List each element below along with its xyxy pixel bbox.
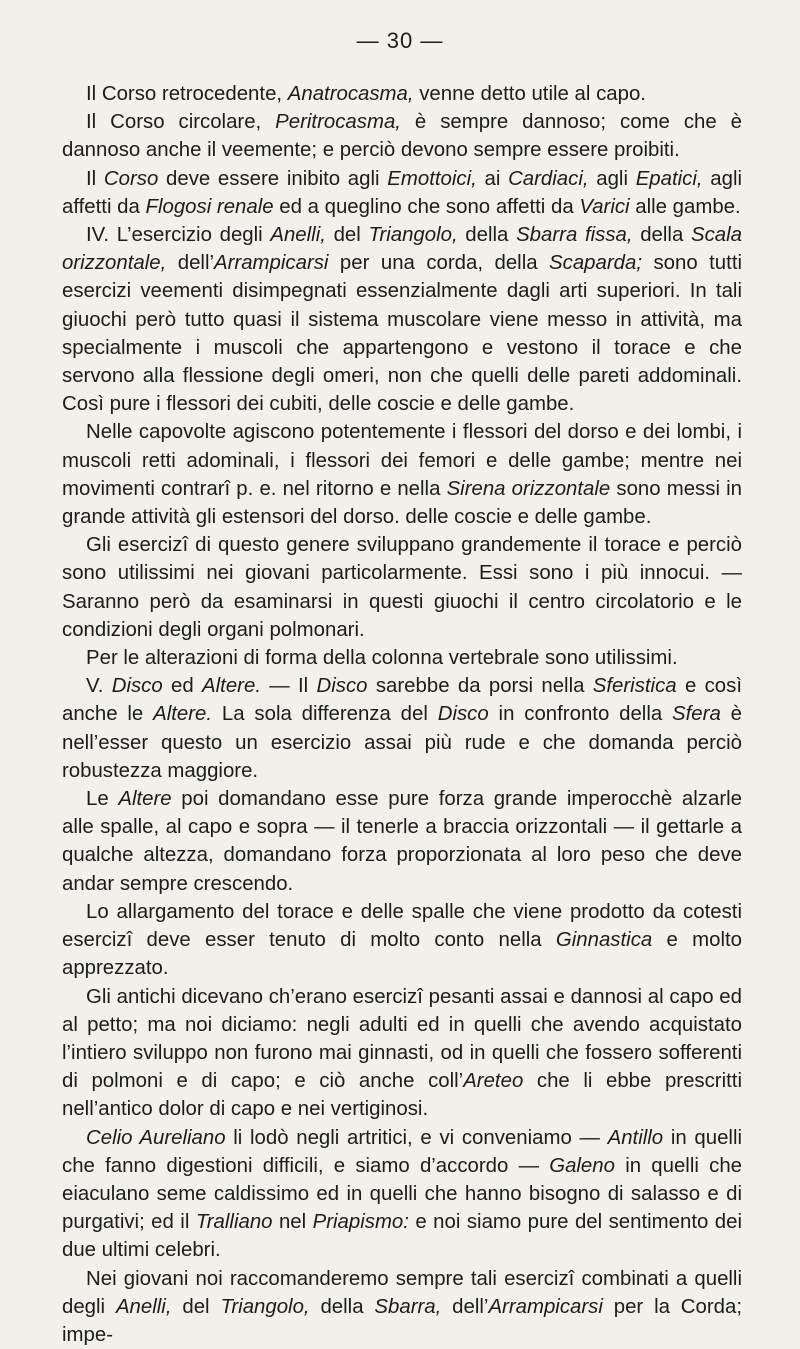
italic-term: Peritrocasma, — [275, 111, 401, 134]
text-run: deve essere inibito agli — [158, 167, 388, 190]
text-run: che li ebbe prescritti nell’antico dolor di capo e nei vertiginosi. — [62, 1070, 742, 1121]
italic-term: Galeno — [549, 1154, 615, 1177]
italic-term: Areteo — [463, 1070, 524, 1093]
text-run: Il Corso circolare, — [86, 111, 276, 134]
text-run: e noi siamo pure del sentimento dei due ultimi celebri. — [62, 1211, 742, 1262]
text-run: della — [309, 1295, 375, 1318]
italic-term: Corso — [103, 167, 159, 190]
italic-term: Tralliano — [195, 1211, 273, 1234]
text-run: in quelli che eiaculano seme caldissimo ed in quelli che hanno bisogno di salasso e di purgativi; ed il — [62, 1154, 742, 1234]
text-run: per una corda, della — [328, 252, 550, 275]
text-run: ai — [476, 167, 509, 190]
italic-term: Flogosi renale — [145, 195, 274, 218]
italic-term: Scala orizzontale, — [62, 224, 742, 275]
text-run: li lodò negli artritici, e vi conveniamo — — [225, 1126, 608, 1149]
text-run: — Il — [260, 675, 317, 698]
text-run: sono tutti esercizi veementi disimpegnati essenzialmente dagli arti superiori. In tali giuochi però tutto quasi il sistema muscolare viene messo in attività, ma specialmente i muscoli che appartengono e vestono il torace e che servono alla flessione degli omeri, non che quelli delle pareti addominali. Così pure i flessori dei cubiti, delle coscie e delle gambe. — [62, 252, 743, 416]
italic-term: Triangolo, — [220, 1295, 310, 1318]
text-run: agli affetti da — [62, 167, 743, 218]
text-run: in confronto della — [488, 703, 673, 726]
text-run: della — [457, 224, 517, 247]
paragraph — [62, 785, 742, 898]
italic-term: Anatrocasma, — [287, 83, 414, 105]
italic-term: Disco — [437, 703, 489, 726]
text-run: alle gambe. — [629, 195, 741, 218]
text-run: per la Corda; impe- — [62, 1295, 743, 1346]
text-run: ed — [162, 675, 203, 698]
italic-term: Celio Aureliano — [86, 1126, 226, 1149]
page-number: — 30 — — [356, 28, 444, 53]
italic-term: Arrampicarsi — [214, 252, 329, 275]
italic-term: Sferistica — [592, 675, 677, 698]
italic-term: Sbarra, — [374, 1295, 442, 1318]
text-run: del — [171, 1295, 221, 1318]
italic-term: Arrampicarsi — [488, 1295, 603, 1318]
italic-term: Altere. — [202, 675, 261, 698]
text-run: Per le alterazioni di forma della colonna vertebrale sono utilissimi. — [86, 647, 678, 670]
paragraph — [62, 108, 742, 164]
text-run: Le — [86, 788, 119, 811]
paragraph — [62, 165, 742, 221]
paragraph — [62, 672, 742, 785]
italic-term: Cardiaci, — [508, 167, 589, 190]
italic-term: Emottoici, — [387, 167, 477, 190]
text-run: e così anche le — [62, 675, 742, 726]
italic-term: Antillo — [607, 1126, 664, 1149]
italic-term: Triangolo, — [368, 224, 458, 247]
italic-term: Priapismo: — [312, 1211, 409, 1234]
text-run: Gli esercizî di questo genere sviluppano grandemente il torace e perciò sono utilissimi nei giovani particolarmente. Essi sono i più innocui. — Saranno però da esaminarsi in questi giuochi il centro circolatorio e le condizioni degli organi polmonari. — [62, 534, 742, 641]
paragraph — [62, 531, 742, 644]
paragraph — [62, 1124, 742, 1265]
text-run: agli — [588, 167, 636, 190]
page-body-text — [62, 80, 742, 1349]
paragraph — [62, 898, 742, 983]
italic-term: Ginnastica — [555, 929, 653, 952]
text-run: Il Corso retrocedente, — [86, 83, 288, 105]
italic-term: Sirena orizzontale — [446, 477, 611, 500]
italic-term: Sbarra fissa, — [516, 224, 633, 247]
italic-term: Disco — [111, 675, 163, 698]
text-run: poi domandano esse pure forza grande imperocchè alzarle alle spalle, al capo e sopra — il tenerle a braccia orizzontali — il gettarle a qualche altezza, domandano forza proporzionata al loro peso che deve andar sempre crescendo. — [62, 788, 742, 895]
text-run: La sola differenza del — [212, 703, 438, 726]
paragraph — [62, 1265, 742, 1349]
text-run: V. — [86, 675, 112, 698]
paragraph — [62, 644, 742, 672]
italic-term: Altere — [118, 788, 172, 811]
italic-term: Anelli, — [115, 1295, 172, 1318]
text-run: sono messi in grande attività gli estensori del dorso. delle coscie e delle gambe. — [62, 477, 742, 529]
text-run: sarebbe da porsi nella — [367, 675, 593, 698]
text-run: è sempre dannoso; come che è dannoso anche il veemente; e perciò devono sempre essere proibiti. — [62, 111, 742, 162]
italic-term: Scaparda; — [549, 252, 642, 275]
paragraph — [62, 80, 742, 108]
paragraph — [62, 983, 742, 1124]
paragraph — [62, 418, 742, 531]
italic-term: Altere. — [153, 703, 213, 726]
text-run: IV. L’esercizio degli — [86, 224, 271, 247]
text-run: venne detto utile al capo. — [413, 83, 646, 105]
text-run: Gli antichi dicevano ch’erano esercizî pesanti assai e dannosi al capo ed al petto; ma noi diciamo: negli adulti ed in quelli che avendo acquistato l’intiero sviluppo non furono mai ginnasti, od in quelli che fossero sofferenti di polmoni e di capo; e ciò anche coll’ — [62, 985, 742, 1093]
text-run: del — [325, 224, 369, 247]
text-run: e molto apprezzato. — [62, 929, 742, 980]
text-run: Il — [86, 167, 104, 190]
text-run: in quelli che fanno digestioni difficili, e siamo d’accordo — — [62, 1126, 743, 1177]
text-run: Nelle capovolte agiscono potentemente i flessori del dorso e dei lombi, i muscoli retti adominali, i flessori dei femori e delle gambe; mentre nei movimenti contrarî p. e. nel ritorno e nella — [62, 421, 742, 500]
text-run: nel — [272, 1211, 313, 1234]
text-run: dell’ — [166, 252, 215, 275]
italic-term: Disco — [316, 675, 368, 698]
italic-term: Sfera — [672, 703, 721, 726]
text-run: dell’ — [441, 1295, 489, 1318]
paragraph — [62, 221, 742, 418]
text-run: ed a queglino che sono affetti da — [273, 195, 580, 218]
italic-term: Anelli, — [270, 224, 326, 247]
text-run: della — [632, 224, 691, 247]
text-run: Lo allargamento del torace e delle spalle che viene prodotto da cotesti esercizî deve esser tenuto di molto conto nella — [62, 900, 742, 952]
text-run: Nei giovani noi raccomanderemo sempre tali esercizî combinati a quelli degli — [62, 1267, 742, 1318]
italic-term: Epatici, — [635, 167, 703, 190]
italic-term: Varici — [579, 195, 630, 218]
text-run: è nell’esser questo un esercizio assai più rude e che domanda perciò robustezza maggiore. — [62, 703, 742, 782]
